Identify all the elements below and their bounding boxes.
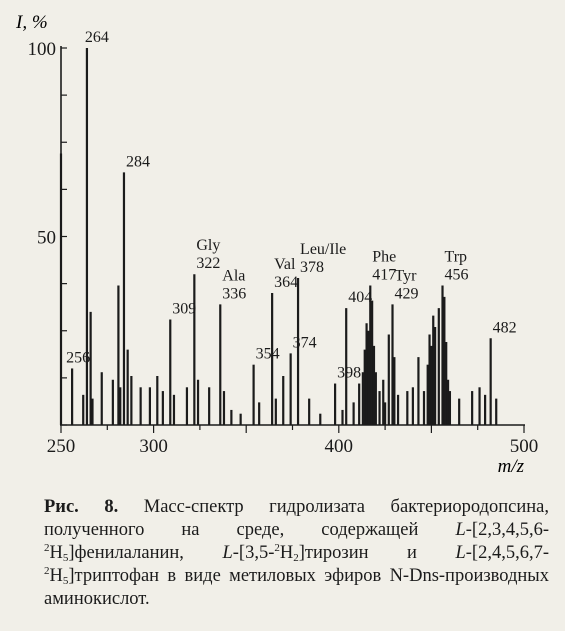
amino-acid-label: Val — [274, 256, 296, 274]
figure-caption: Рис. 8. Масс-спектр гидролизата бактериородопсина, полученного на среде, содержащей $L-[2,3,4,5,6-^2H_5]фенилаланин$, $L-[3,5-^2H_2]тирозин$ и $L-[2,4,5,6,7-^2H_5]триптофан$ в виде метиловых эфиров N-Dns-производных аминокислот. — [44, 497, 550, 609]
peak-label: 404 — [348, 289, 373, 307]
peak-label: 398 — [337, 364, 362, 382]
peak-label: 309 — [172, 300, 197, 318]
amino-acid-label: Gly — [196, 237, 221, 255]
x-axis-label: m/z — [497, 456, 524, 477]
amino-acid-label: Leu/Ile — [300, 240, 347, 258]
peak-label: 354 — [255, 345, 280, 363]
peak-label: 378 — [300, 258, 325, 276]
peak-label: 364 — [274, 274, 299, 292]
y-tick-label: 100 — [27, 39, 56, 60]
peak-labels — [66, 29, 517, 382]
y-axis-label: I, % — [16, 12, 48, 33]
amino-acid-label: Ala — [222, 267, 246, 285]
y-tick-label: 50 — [37, 227, 56, 249]
x-tick-label: 500 — [509, 436, 539, 457]
x-tick-label: 250 — [46, 436, 76, 457]
x-tick-label: 300 — [139, 436, 168, 457]
spectrum-bars — [61, 48, 496, 425]
figure-number: Рис. 8. — [44, 497, 119, 517]
peak-label: 336 — [222, 285, 247, 303]
amino-acid-label: Tyr — [394, 267, 417, 285]
peak-label: 429 — [394, 285, 419, 303]
peak-label: 264 — [84, 29, 109, 46]
peak-label: 284 — [125, 153, 150, 171]
peak-label: 456 — [444, 266, 469, 284]
peak-label: 417 — [372, 266, 397, 284]
amino-acid-label: Phe — [372, 248, 397, 266]
amino-acid-annotations — [196, 237, 467, 284]
peak-label: 482 — [492, 319, 517, 337]
peak-label: 256 — [66, 349, 91, 367]
peak-label: 322 — [196, 255, 221, 273]
peak-label: 374 — [292, 334, 317, 352]
amino-acid-label: Trp — [444, 248, 468, 266]
x-tick-label: 400 — [324, 436, 354, 457]
